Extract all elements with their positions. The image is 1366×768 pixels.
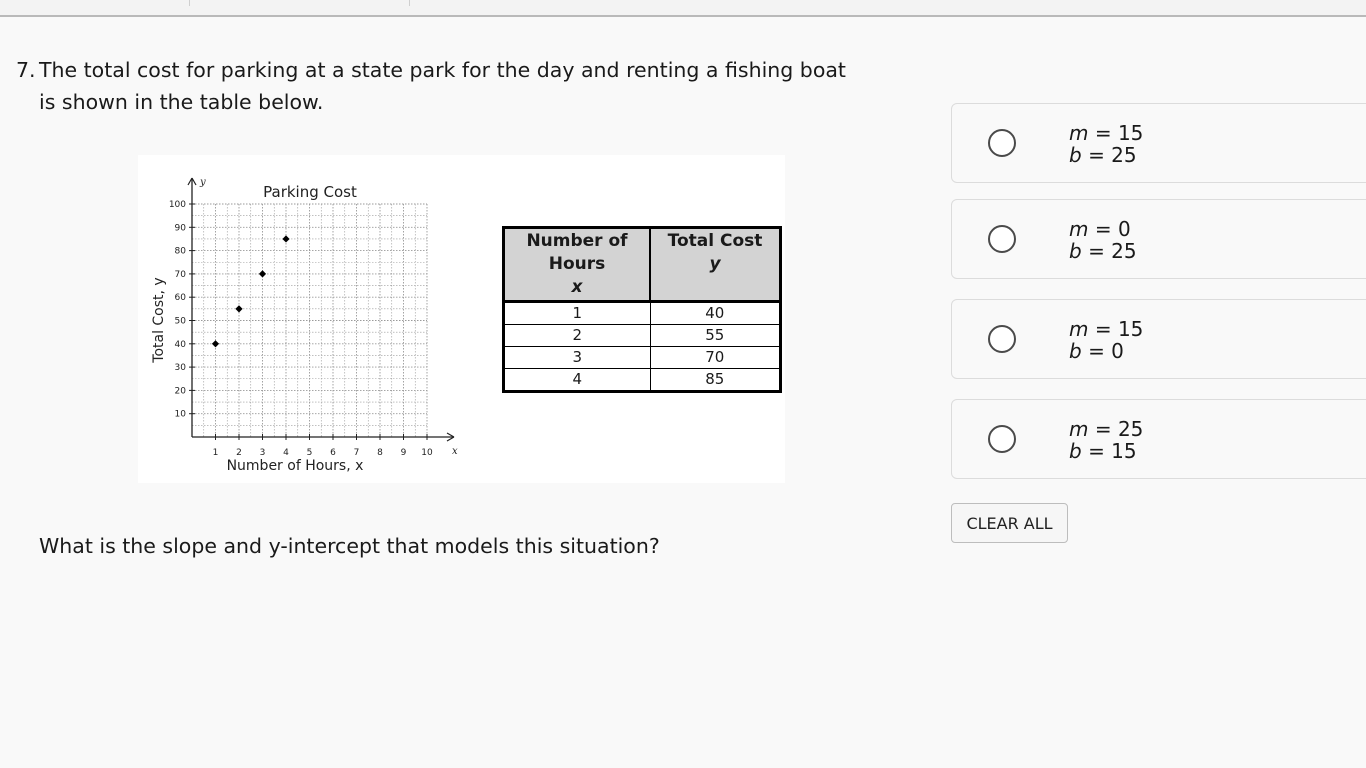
chart-data-point	[235, 305, 242, 312]
chart-y-tick-label: 60	[174, 293, 186, 304]
toolbar-divider	[189, 0, 190, 6]
chart-y-tick-label: 70	[174, 269, 186, 280]
table-header-hours: Number of Hours x	[504, 228, 651, 302]
chart-x-tick-label: 3	[259, 448, 266, 458]
chart-x-tick-label: 6	[330, 448, 336, 458]
radio-button[interactable]	[988, 129, 1016, 157]
table-row	[504, 369, 781, 392]
chart-x-tick-label: 2	[236, 448, 242, 458]
table-row	[504, 325, 781, 347]
chart-x-tick-label: 8	[377, 448, 383, 458]
chart-y-tick-label: 50	[174, 316, 186, 327]
chart-y-axis-label: Total Cost, y	[151, 277, 167, 363]
chart-x-tick-label: 5	[306, 448, 313, 458]
clear-all-button[interactable]: CLEAR ALL	[951, 503, 1068, 543]
chart-x-tick-label: 7	[353, 448, 360, 458]
answer-choice-b[interactable]	[951, 199, 1366, 279]
top-toolbar	[0, 0, 1366, 17]
table-header-total-cost: Total Cost y	[650, 228, 781, 302]
question-number: 7.	[16, 58, 36, 82]
table-row	[504, 302, 781, 325]
table-cell-hours: 1	[504, 302, 651, 325]
radio-button[interactable]	[988, 325, 1016, 353]
chart-x-tick-label: 10	[421, 448, 433, 458]
chart-y-tick-label: 100	[168, 200, 186, 210]
chart-y-tick-label: 20	[174, 386, 186, 397]
chart-x-axis-label: Number of Hours, x	[226, 458, 364, 474]
table-cell-hours: 3	[504, 347, 651, 369]
table-cell-hours: 2	[504, 325, 651, 347]
chart-data-point	[212, 340, 219, 347]
chart-x-tick-label: 9	[400, 448, 407, 458]
data-table	[502, 226, 782, 393]
radio-button[interactable]	[988, 425, 1016, 453]
table-cell-hours: 4	[504, 369, 651, 392]
chart-x-tick-label: 1	[212, 448, 219, 458]
question-stem: The total cost for parking at a state park for the day and renting a fishing boat is shown in the table below.	[39, 58, 846, 114]
chart-y-tick-label: 90	[174, 223, 186, 234]
answer-text: m = 0 b = 25	[1069, 217, 1137, 263]
parking-cost-chart	[138, 155, 498, 483]
answer-choice-a[interactable]	[951, 103, 1366, 183]
answer-text: m = 15 b = 25	[1069, 121, 1144, 167]
table-cell-cost: 55	[650, 325, 781, 347]
chart-x-axis-letter: x	[452, 446, 458, 457]
chart-y-tick-label: 80	[174, 246, 186, 257]
chart-title: Parking Cost	[263, 183, 357, 201]
question-prompt: What is the slope and y-intercept that models this situation?	[39, 534, 660, 558]
answer-choice-c[interactable]	[951, 299, 1366, 379]
chart-y-axis-letter: y	[200, 177, 206, 188]
table-cell-cost: 70	[650, 347, 781, 369]
answer-choice-d[interactable]	[951, 399, 1366, 479]
table-row	[504, 347, 781, 369]
radio-button[interactable]	[988, 225, 1016, 253]
table-cell-cost: 85	[650, 369, 781, 392]
chart-y-tick-label: 30	[174, 363, 186, 374]
chart-y-tick-label: 40	[174, 339, 186, 350]
answer-text: m = 25 b = 15	[1069, 417, 1144, 463]
toolbar-divider	[409, 0, 410, 6]
answer-text: m = 15 b = 0	[1069, 317, 1144, 363]
chart-y-tick-label: 10	[174, 409, 186, 420]
chart-data-point	[282, 235, 289, 242]
chart-data-point	[259, 270, 266, 277]
chart-x-tick-label: 4	[283, 448, 289, 458]
table-cell-cost: 40	[650, 302, 781, 325]
question-figure	[138, 155, 785, 483]
